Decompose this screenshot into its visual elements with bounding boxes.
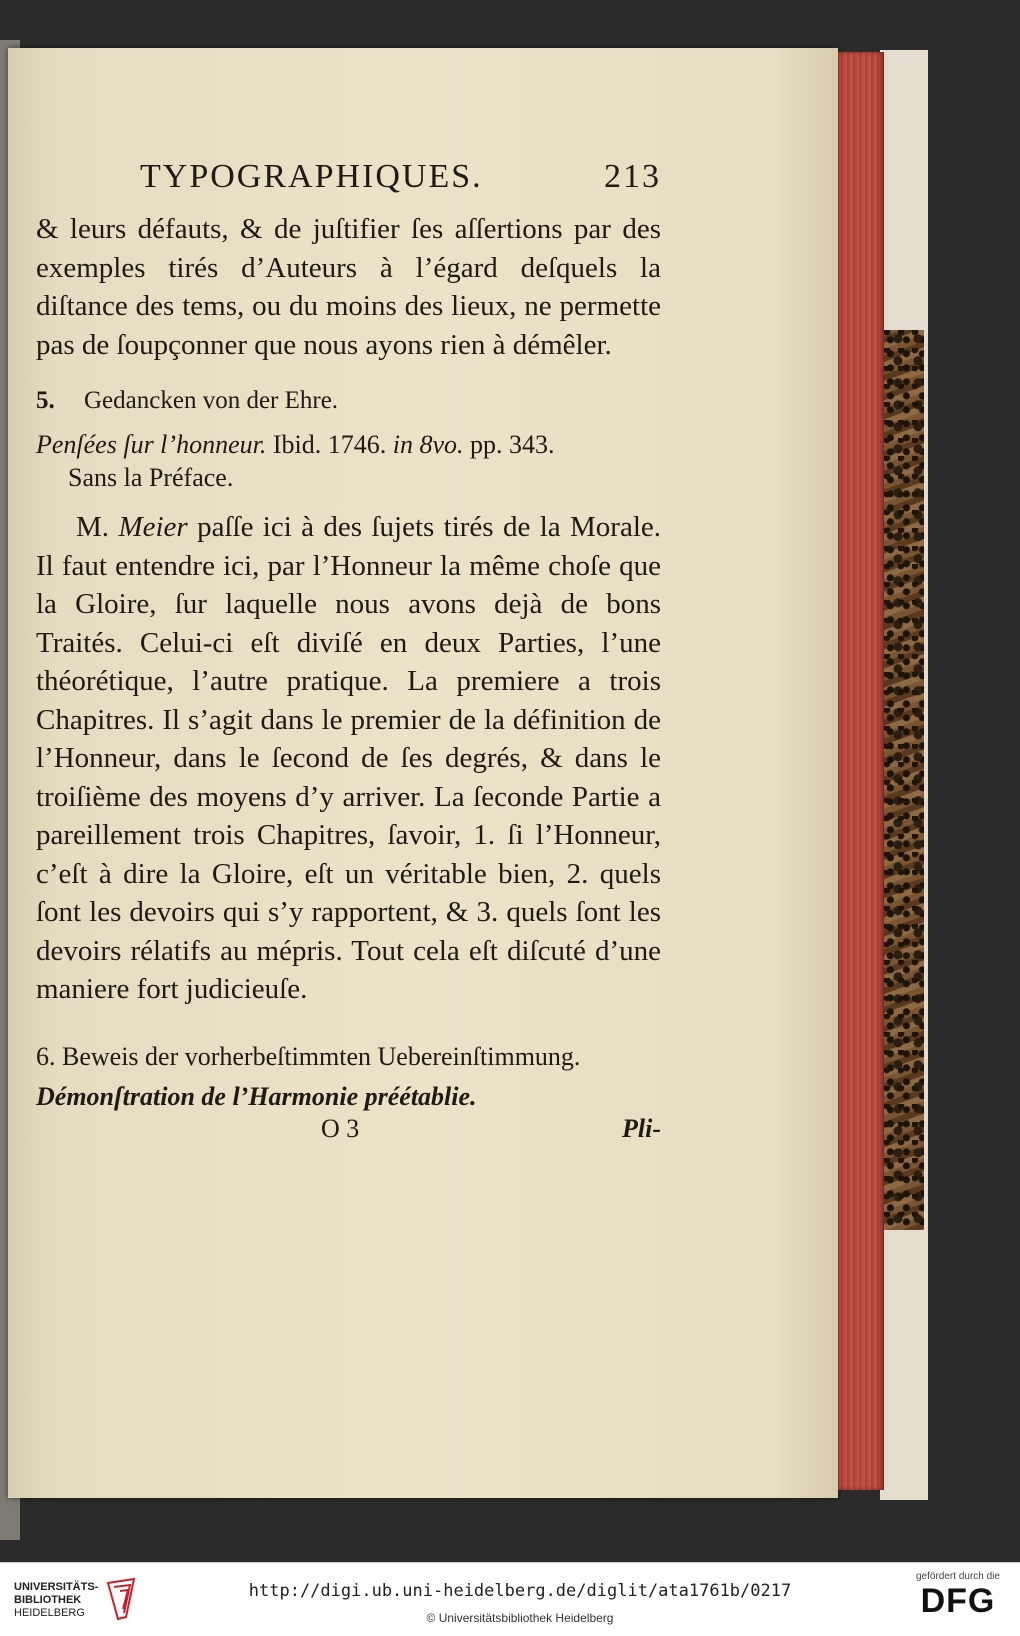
entry-5-note: Sans la Préface. xyxy=(68,463,234,492)
entry-5-french-title: Penſées ſur l’honneur. xyxy=(36,430,267,459)
paragraph-2-text: paſſe ici à des ſujets tirés de la Morale. Il faut entendre ici, par l’Honneur la même choſe que la Gloire, ſur laquelle nous avons dejà de bons Traités. Celui-ci eſt diviſé en deux Parties, l’une théorétique, l’autre pratique. La premiere a trois Chapitres. Il s’agit dans le premier de la définition de l’Honneur, dans le ſecond de ſes degrés, & dans le troiſième des moyens d’y arriver. La ſeconde Partie a pareillement trois Chapitres, ſavoir, 1. ſi l’Honneur, c’eſt à dire la Gloire, eſt un véritable bien, 2. quels ſont les devoirs qui s’y rapportent, & 3. quels ſont les devoirs rélatifs au mépris. Tout cela eſt diſcuté d’une maniere fort judicieuſe. xyxy=(36,511,662,1005)
entry-5-place-year: Ibid. 1746. xyxy=(272,430,387,459)
entry-5-title: Gedancken von der Ehre. xyxy=(84,387,339,414)
paragraph-2-lead: M. xyxy=(76,511,110,543)
page-number: 213 xyxy=(604,158,661,195)
page-foot xyxy=(36,1114,661,1144)
library-name-3: HEIDELBERG xyxy=(14,1607,85,1619)
viewer-footer xyxy=(0,1562,1020,1636)
catchword: Pli- xyxy=(622,1113,661,1143)
signature-mark: O 3 xyxy=(321,1113,360,1143)
entry-5-format: in 8vo. xyxy=(392,430,464,459)
paragraph-1: & leurs défauts, & de juſtifier ſes aſſertions par des exemples tirés d’Auteurs à l’égard deſquels la diſtance des tems, ou du moins des lieux, ne permette pas de ſoupçonner que nous ayons rien à démêler. xyxy=(36,213,661,361)
running-title: TYPOGRAPHIQUES. xyxy=(140,158,483,195)
entry-5-heading xyxy=(36,384,661,418)
entry-5-number: 5. xyxy=(36,387,55,414)
entry-5-pages: pp. 343. xyxy=(470,430,555,459)
entry-6-heading xyxy=(36,1039,661,1074)
paragraph-2 xyxy=(36,508,661,1009)
author-name: Meier xyxy=(118,511,188,543)
copyright-notice: © Universitätsbibliothek Heidelberg xyxy=(426,1611,614,1625)
page-text xyxy=(36,158,661,1144)
entry-6-number: 6. xyxy=(36,1041,56,1071)
library-name-2: BIBLIOTHEK xyxy=(14,1594,82,1606)
entry-5-citation xyxy=(36,428,661,494)
marbled-cover xyxy=(884,330,924,1230)
funder-name: DFG xyxy=(920,1582,996,1620)
entry-6-french-title: Démonſtration de l’Harmonie préétablie. xyxy=(36,1081,477,1111)
funded-by-text: gefördert durch die xyxy=(916,1571,1000,1582)
library-name-1: UNIVERSITÄTS- xyxy=(14,1581,99,1593)
page-url-link[interactable]: http://digi.ub.uni-heidelberg.de/diglit/ata1761b/0217 xyxy=(248,1581,792,1601)
running-head xyxy=(36,158,661,196)
funder-logo xyxy=(906,1571,1010,1620)
entry-6-title: Beweis der vorherbeſtimmten Uebereinſtimmung. xyxy=(62,1041,581,1071)
